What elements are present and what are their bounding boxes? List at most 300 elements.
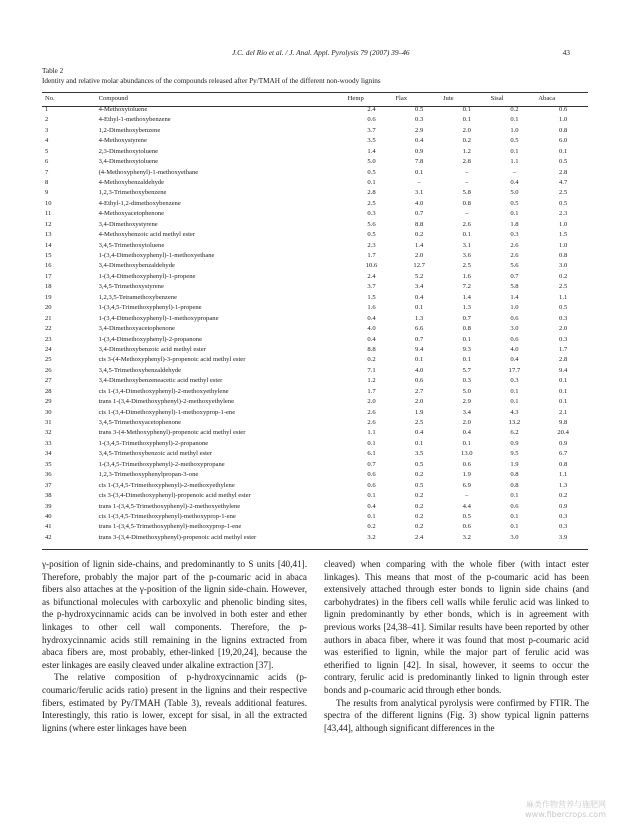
cell-abaca: 1.0 — [559, 241, 568, 249]
cell-compound: 2,3-Dimethoxytoluene — [98, 147, 159, 155]
cell-hemp: 2.5 — [367, 199, 376, 207]
cell-jute: – — [465, 492, 469, 500]
cell-flax: 0.4 — [415, 293, 424, 301]
table-row — [42, 449, 588, 459]
cell-flax: 3.5 — [415, 450, 424, 458]
cell-abaca: 0.5 — [559, 304, 568, 312]
table-row — [42, 105, 588, 115]
cell-no: 23 — [45, 335, 52, 343]
cell-hemp: 1.7 — [367, 252, 376, 260]
table-row — [42, 178, 588, 188]
table-row — [42, 157, 588, 167]
cell-no: 21 — [45, 314, 52, 322]
cell-sisal: 6.2 — [510, 429, 519, 437]
cell-hemp: 0.3 — [367, 210, 376, 218]
body-paragraph: γ-position of lignin side-chains, and predominantly to S units [40,41]. Therefore, probably the major part of the p-coumaric acid in abaca fibers also attaches at the γ-position of the lignin side-chain. However, as bifunctional molecules with carboxylic and phenolic binding sites, the p-hydroxycinnamic acids can be involved in both ester and ether linkages to other cell wall components. Therefore, the p-hydroxycinnamic acids still remaining in the lignins extracted from abaca fibers are, most probably, ether-linked [19,20,24], because the ester linkages are easily cleaved under alkaline extraction [37]. — [42, 559, 307, 670]
table-row — [42, 491, 588, 501]
cell-compound: 1,2,3-Trimethoxyphenylpropan-3-one — [98, 471, 199, 479]
cell-jute: – — [465, 178, 469, 186]
cell-hemp: 1.4 — [367, 147, 376, 155]
cell-flax: 7.8 — [415, 158, 424, 166]
cell-flax: 2.5 — [415, 419, 424, 427]
cell-abaca: 3.9 — [559, 533, 568, 541]
cell-abaca: 6.0 — [559, 137, 568, 145]
cell-jute: 0.1 — [462, 335, 471, 343]
cell-jute: 0.8 — [462, 325, 471, 333]
table-caption: Identity and relative molar abundances of the compounds released after Py/TMAH of the different non-woody lignins — [42, 77, 381, 85]
cell-flax: 8.8 — [415, 220, 424, 228]
cell-jute: 7.2 — [462, 283, 471, 291]
cell-sisal: 0.1 — [510, 147, 519, 155]
cell-no: 4 — [45, 137, 49, 145]
cell-hemp: 3.7 — [367, 283, 376, 291]
cell-no: 27 — [45, 377, 52, 385]
cell-no: 5 — [45, 147, 49, 155]
cell-flax: 2.0 — [415, 398, 424, 406]
cell-compound: 4-Ethyl-1-methoxybenzene — [98, 116, 171, 124]
cell-no: 24 — [45, 345, 52, 353]
cell-jute: 1.9 — [462, 471, 471, 479]
cell-compound: cis 1-(3,4-Dimethoxyphenyl)-1-methoxyprop-1-ene — [98, 408, 236, 416]
cell-sisal: 3.0 — [510, 533, 519, 541]
table-row — [42, 481, 588, 491]
cell-compound: cis 1-(3,4,5-Trimethoxyphenyl)-methoxyprop-1-ene — [98, 512, 236, 520]
cell-sisal: 0.4 — [510, 178, 519, 186]
cell-compound: trans 1-(3,4-Dimethoxyphenyl)-2-methoxyethylene — [98, 398, 235, 406]
cell-flax: 0.2 — [415, 523, 424, 531]
cell-hemp: 0.1 — [367, 512, 376, 520]
cell-compound: (4-Methoxyphenyl)-1-methoxyethane — [98, 168, 199, 176]
cell-sisal: 0.6 — [510, 314, 519, 322]
cell-compound: 3,4-Dimethoxybenzeneacetic acid methyl ester — [98, 377, 223, 385]
cell-flax: 9.4 — [415, 345, 424, 353]
cell-jute: 1.3 — [462, 304, 471, 312]
cell-compound: 1,2,3-Trimethoxybenzene — [98, 189, 167, 197]
column-header-sisal: Sisal — [490, 95, 504, 103]
cell-no: 2 — [45, 116, 49, 124]
cell-hemp: 0.2 — [367, 523, 376, 531]
cell-compound: 1-(3,4,5-Trimethoxyphenyl)-2-methoxypropane — [98, 460, 225, 468]
cell-abaca: 1.1 — [559, 471, 568, 479]
cell-compound: 1-(3,4-Dimethoxyphenyl)-1-propene — [98, 272, 196, 280]
cell-hemp: 4.0 — [367, 325, 376, 333]
cell-sisal: 17.7 — [508, 366, 521, 374]
cell-compound: 1,2,3,5-Tetramethoxybenzene — [98, 293, 178, 301]
cell-flax: 2.0 — [415, 252, 424, 260]
cell-abaca: 3.0 — [559, 262, 568, 270]
body-left-column — [42, 558, 307, 734]
cell-flax: 2.9 — [415, 126, 424, 134]
cell-compound: 3,4,5-Trimethoxytoluene — [98, 241, 165, 249]
cell-abaca: 0.3 — [559, 523, 568, 531]
cell-abaca: 6.7 — [559, 450, 568, 458]
cell-flax: 0.2 — [415, 231, 424, 239]
cell-hemp: 0.6 — [367, 471, 376, 479]
cell-no: 38 — [45, 492, 52, 500]
cell-sisal: 0.3 — [510, 377, 519, 385]
cell-flax: 1.3 — [415, 314, 424, 322]
cell-hemp: 0.6 — [367, 116, 376, 124]
table-row — [42, 282, 588, 292]
table-top-rule — [42, 92, 588, 93]
cell-jute: 1.6 — [462, 272, 471, 280]
cell-hemp: 2.4 — [367, 272, 376, 280]
cell-compound: 3,4-Dimethoxybenzaldehyde — [98, 262, 175, 270]
table-row — [42, 335, 588, 345]
table-row — [42, 314, 588, 324]
table-header-row — [42, 94, 588, 105]
cell-hemp: 5.6 — [367, 220, 376, 228]
cell-hemp: 10.6 — [365, 262, 378, 270]
cell-jute: 2.6 — [462, 220, 471, 228]
cell-sisal: 1.0 — [510, 126, 519, 134]
cell-no: 10 — [45, 199, 52, 207]
site-watermark — [480, 800, 606, 820]
cell-flax: 0.1 — [415, 168, 424, 176]
cell-abaca: 0.6 — [559, 105, 568, 113]
column-header-no: No. — [45, 95, 55, 103]
cell-jute: 13.0 — [461, 450, 473, 458]
cell-compound: cis 3-(3,4-Dimethoxyphenyl)-propenoic acid methyl ester — [98, 492, 251, 500]
cell-jute: 1.2 — [462, 147, 471, 155]
cell-compound: 3,4-Dimethoxyacetophenone — [98, 325, 175, 333]
cell-abaca: 0.8 — [559, 126, 568, 134]
cell-sisal: 0.1 — [510, 492, 519, 500]
cell-jute: 0.4 — [462, 429, 471, 437]
cell-sisal: 0.7 — [510, 272, 519, 280]
table-bottom-rule — [42, 549, 588, 550]
cell-no: 20 — [45, 304, 52, 312]
cell-no: 7 — [45, 168, 49, 176]
cell-sisal: 0.6 — [510, 335, 519, 343]
cell-flax: 2.4 — [415, 533, 424, 541]
cell-abaca: 4.7 — [559, 178, 568, 186]
table-row — [42, 387, 588, 397]
table-row — [42, 429, 588, 439]
cell-compound: 4-Methoxyacetophenone — [98, 210, 165, 218]
table-row — [42, 408, 588, 418]
cell-no: 36 — [45, 471, 52, 479]
cell-flax: 0.2 — [415, 502, 424, 510]
cell-abaca: 20.4 — [557, 429, 569, 437]
table-row — [42, 512, 588, 522]
cell-abaca: 0.8 — [559, 460, 568, 468]
cell-compound: 3,4-Dimethoxybenzoic acid methyl ester — [98, 345, 206, 353]
cell-no: 26 — [45, 366, 52, 374]
cell-no: 39 — [45, 502, 52, 510]
cell-no: 13 — [45, 231, 52, 239]
cell-no: 15 — [45, 252, 52, 260]
cell-no: 35 — [45, 460, 52, 468]
cell-abaca: 2.8 — [559, 168, 568, 176]
cell-compound: cis 3-(4-Methoxyphenyl)-3-propenoic acid methyl ester — [98, 356, 246, 364]
cell-hemp: 3.7 — [367, 126, 376, 134]
cell-abaca: 0.8 — [559, 252, 568, 260]
cell-jute: 1.4 — [462, 293, 471, 301]
cell-hemp: 3.2 — [367, 533, 376, 541]
cell-abaca: 2.8 — [559, 356, 568, 364]
body-paragraph: The relative composition of p-hydroxycinnamic acids (p-coumaric/ferulic acids ratio) present in the lignins and their respective fibers, estimated by Py/TMAH (Table 3), reveals additional features. Interestingly, this ratio is lower, except for sisal, in all the extracted lignins (where ester linkages have been — [42, 672, 307, 733]
cell-sisal: 5.6 — [510, 262, 519, 270]
cell-flax: 1.9 — [415, 408, 424, 416]
cell-flax: 0.1 — [415, 304, 424, 312]
cell-abaca: 0.2 — [559, 272, 568, 280]
cell-jute: 0.1 — [462, 439, 471, 447]
cell-compound: 4-Methoxybenzoic acid methyl ester — [98, 231, 196, 239]
cell-compound: cis 1-(3,4-Dimethoxyphenyl)-2-methoxyethylene — [98, 387, 229, 395]
cell-flax: 0.1 — [415, 356, 424, 364]
cell-no: 29 — [45, 398, 52, 406]
cell-sisal: 13.2 — [508, 419, 521, 427]
cell-sisal: 1.0 — [510, 304, 519, 312]
table-row — [42, 293, 588, 303]
cell-compound: trans 3-(3,4-Dimethoxyphenyl)-propenoic acid methyl ester — [98, 533, 257, 541]
cell-sisal: 5.0 — [510, 189, 519, 197]
body-right-column — [324, 558, 589, 734]
cell-flax: 0.6 — [415, 377, 424, 385]
cell-sisal: 1.9 — [510, 460, 519, 468]
cell-hemp: 2.6 — [367, 408, 376, 416]
table-row — [42, 523, 588, 533]
column-header-jute: Jute — [442, 95, 454, 103]
table-row — [42, 376, 588, 386]
cell-compound: 4-Methoxytoluene — [98, 105, 148, 113]
cell-sisal: 0.1 — [510, 210, 519, 218]
cell-no: 14 — [45, 241, 52, 249]
cell-sisal: 0.2 — [510, 105, 519, 113]
cell-flax: 2.7 — [415, 387, 424, 395]
cell-hemp: 0.1 — [367, 492, 376, 500]
cell-jute: 3.1 — [462, 241, 471, 249]
cell-abaca: 0.1 — [559, 387, 568, 395]
cell-no: 9 — [45, 189, 49, 197]
cell-no: 34 — [45, 450, 52, 458]
cell-hemp: 1.1 — [367, 429, 376, 437]
cell-compound: 1-(3,4-Dimethoxyphenyl)-1-methoxyethane — [98, 252, 215, 260]
cell-sisal: 2.6 — [510, 252, 519, 260]
cell-flax: 0.3 — [415, 116, 424, 124]
cell-sisal: 1.8 — [510, 220, 519, 228]
cell-hemp: 2.8 — [367, 189, 376, 197]
cell-abaca: 0.9 — [559, 439, 568, 447]
cell-compound: 1,2-Dimethoxybenzene — [98, 126, 161, 134]
cell-sisal: 4.3 — [510, 408, 519, 416]
cell-hemp: 1.6 — [367, 304, 376, 312]
watermark-line: www.fibercrops.com — [525, 810, 606, 819]
cell-no: 12 — [45, 220, 52, 228]
cell-jute: 2.0 — [462, 419, 471, 427]
cell-abaca: 1.5 — [559, 231, 568, 239]
cell-sisal: 4.0 — [510, 345, 519, 353]
page-number: 43 — [562, 48, 570, 57]
cell-hemp: 2.3 — [367, 241, 376, 249]
cell-compound: 3,4-Dimethoxystyrene — [98, 220, 158, 228]
cell-abaca: 0.3 — [559, 512, 568, 520]
cell-abaca: 0.3 — [559, 314, 568, 322]
cell-abaca: 0.1 — [559, 147, 568, 155]
cell-no: 31 — [45, 419, 52, 427]
cell-abaca: 1.0 — [559, 220, 568, 228]
cell-jute: 2.8 — [462, 158, 471, 166]
cell-abaca: 2.5 — [559, 189, 568, 197]
cell-flax: 0.2 — [415, 512, 424, 520]
cell-flax: 0.1 — [415, 439, 424, 447]
table-row — [42, 460, 588, 470]
cell-no: 37 — [45, 481, 52, 489]
column-header-compound: Compound — [98, 95, 128, 103]
cell-no: 32 — [45, 429, 52, 437]
cell-abaca: 1.7 — [559, 345, 568, 353]
cell-flax: 3.1 — [415, 189, 424, 197]
cell-compound: 3,4,5-Trimethoxybenzaldehyde — [98, 366, 182, 374]
table-row — [42, 470, 588, 480]
cell-compound: 3,4,5-Trimethoxyacetophenone — [98, 419, 182, 427]
cell-flax: 6.6 — [415, 325, 424, 333]
table-row — [42, 533, 588, 543]
cell-hemp: 0.1 — [367, 439, 376, 447]
cell-flax: 12.7 — [413, 262, 425, 270]
cell-abaca: 0.5 — [559, 199, 568, 207]
cell-compound: 1-(3,4-Dimethoxyphenyl)-2-propanone — [98, 335, 203, 343]
table-row — [42, 397, 588, 407]
cell-sisal: 0.1 — [510, 398, 519, 406]
cell-flax: 3.4 — [415, 283, 424, 291]
cell-no: 6 — [45, 158, 49, 166]
cell-compound: trans 1-(3,4,5-Trimethoxyphenyl)-2-methoxyethylene — [98, 502, 241, 510]
cell-abaca: 1.0 — [559, 116, 568, 124]
cell-jute: 6.9 — [462, 481, 471, 489]
cell-jute: 3.6 — [462, 252, 471, 260]
cell-sisal: 0.5 — [510, 199, 519, 207]
cell-compound: trans 3-(4-Methoxyphenyl)-propenoic acid methyl ester — [98, 429, 246, 437]
cell-sisal: 2.6 — [510, 241, 519, 249]
cell-jute: 5.0 — [462, 387, 471, 395]
cell-sisal: 0.3 — [510, 231, 519, 239]
cell-sisal: 0.6 — [510, 502, 519, 510]
cell-abaca: 9.8 — [559, 419, 568, 427]
cell-abaca: 2.3 — [559, 210, 568, 218]
cell-sisal: 0.4 — [510, 356, 519, 364]
cell-flax: 0.4 — [415, 137, 424, 145]
cell-compound: 4-Ethyl-1,2-dimethoxybenzene — [98, 199, 181, 207]
cell-sisal: 3.0 — [510, 325, 519, 333]
table-row — [42, 502, 588, 512]
cell-sisal: 0.1 — [510, 512, 519, 520]
cell-abaca: 2.1 — [559, 408, 568, 416]
cell-hemp: 0.4 — [367, 314, 376, 322]
cell-compound: 3,4,5-Trimethoxystyrene — [98, 283, 164, 291]
cell-no: 17 — [45, 272, 52, 280]
cell-sisal: 0.8 — [510, 481, 519, 489]
cell-hemp: 6.1 — [367, 450, 376, 458]
cell-hemp: 5.0 — [367, 158, 376, 166]
cell-no: 33 — [45, 439, 52, 447]
cell-jute: 0.5 — [462, 512, 471, 520]
cell-abaca: 0.5 — [559, 158, 568, 166]
table-row — [42, 324, 588, 334]
body-paragraph: cleaved) when comparing with the whole fiber (with intact ester linkages). This means that most of the p-coumaric acid has been extensively attached through ester bonds to lignin side chains (and carbohydrates) in the fibers cell walls while ferulic acid was linked to lignin predominantly by ether bonds, which is in agreement with previous works [24,38–41]. Similar results have been reported by other authors in abaca fiber, where it was found that most p-coumaric acid was esterified to lignin, while the major part of ferulic acid was etherified to lignin [42]. In sisal, however, it seems to occur the contrary, ferulic acid is predominantly linked to lignin through ester bonds and p-coumaric acid through ether bonds. — [324, 559, 589, 695]
cell-abaca: 0.9 — [559, 502, 568, 510]
table-row — [42, 241, 588, 251]
cell-abaca: 0.1 — [559, 377, 568, 385]
cell-hemp: 1.5 — [367, 293, 376, 301]
cell-sisal: 0.8 — [510, 471, 519, 479]
table-row — [42, 356, 588, 366]
cell-jute: 3.4 — [462, 408, 471, 416]
table-body — [42, 105, 588, 543]
cell-flax: 0.2 — [415, 471, 424, 479]
column-header-abaca: Abaca — [538, 95, 556, 103]
cell-abaca: 0.1 — [559, 398, 568, 406]
cell-jute: 0.2 — [462, 137, 471, 145]
table-row — [42, 199, 588, 209]
cell-hemp: 0.7 — [367, 460, 376, 468]
cell-sisal: 9.5 — [510, 450, 519, 458]
cell-compound: 4-Methoxybenzaldehyde — [98, 178, 165, 186]
cell-compound: 3,4-Dimethoxytoluene — [98, 158, 159, 166]
cell-hemp: 1.7 — [367, 387, 376, 395]
cell-hemp: 2.0 — [367, 398, 376, 406]
cell-jute: 0.1 — [462, 356, 471, 364]
cell-jute: 0.6 — [462, 460, 471, 468]
cell-no: 42 — [45, 533, 52, 541]
cell-flax: 0.2 — [415, 492, 424, 500]
cell-no: 18 — [45, 283, 52, 291]
cell-no: 25 — [45, 356, 52, 364]
cell-no: 19 — [45, 293, 52, 301]
cell-hemp: 2.6 — [367, 419, 376, 427]
cell-hemp: 2.4 — [367, 105, 376, 113]
cell-compound: cis 1-(3,4,5-Trimethoxyphenyl)-2-methoxyethylene — [98, 481, 235, 489]
cell-jute: 5.7 — [462, 366, 471, 374]
cell-hemp: 8.8 — [367, 345, 376, 353]
cell-jute: 2.5 — [462, 262, 471, 270]
cell-flax: 4.0 — [415, 199, 424, 207]
table-row — [42, 439, 588, 449]
cell-jute: 0.8 — [462, 199, 471, 207]
cell-jute: – — [465, 210, 469, 218]
table-row — [42, 115, 588, 125]
cell-flax: 5.2 — [415, 272, 424, 280]
cell-no: 8 — [45, 178, 49, 186]
table-row — [42, 147, 588, 157]
cell-jute: 5.8 — [462, 189, 471, 197]
cell-abaca: 1.3 — [559, 481, 568, 489]
cell-hemp: 0.5 — [367, 168, 376, 176]
cell-jute: 0.7 — [462, 314, 471, 322]
cell-compound: 3,4,5-Trimethoxybenzoic acid methyl ester — [98, 450, 213, 458]
cell-sisal: 0.1 — [510, 387, 519, 395]
cell-no: 11 — [45, 210, 52, 218]
cell-jute: – — [465, 168, 469, 176]
running-header — [42, 48, 578, 60]
cell-abaca: 0.2 — [559, 492, 568, 500]
table-row — [42, 272, 588, 282]
cell-hemp: 0.4 — [367, 502, 376, 510]
table-row — [42, 209, 588, 219]
cell-sisal: 5.8 — [510, 283, 519, 291]
cell-jute: 2.9 — [462, 398, 471, 406]
cell-jute: 2.0 — [462, 126, 471, 134]
cell-no: 28 — [45, 387, 52, 395]
journal-citation: J.C. del Río et al. / J. Anal. Appl. Pyrolysis 79 (2007) 39–46 — [232, 48, 410, 57]
cell-abaca: 2.5 — [559, 283, 568, 291]
column-header-hemp: Hemp — [347, 95, 364, 103]
cell-compound: trans 1-(3,4,5-Trimethoxyphenyl)-methoxyprop-1-ene — [98, 523, 242, 531]
cell-jute: 0.3 — [462, 377, 471, 385]
cell-hemp: 1.2 — [367, 377, 376, 385]
cell-abaca: 2.0 — [559, 325, 568, 333]
